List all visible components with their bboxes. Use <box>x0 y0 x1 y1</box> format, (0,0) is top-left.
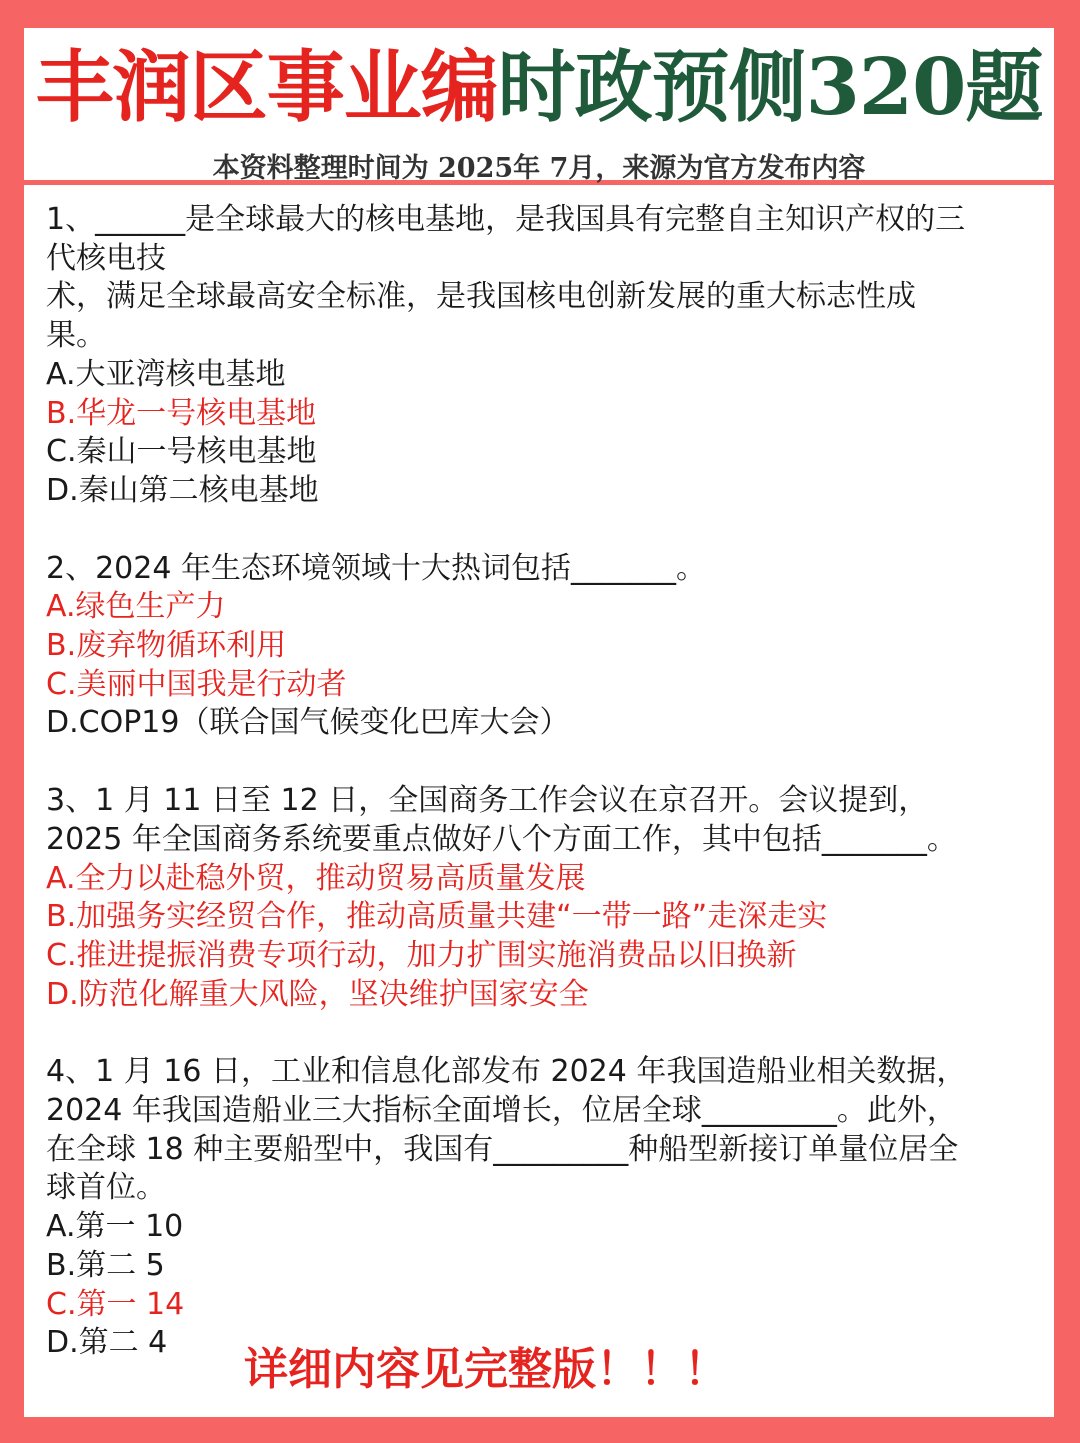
question-text: 在全球 18 种主要船型中，我国有_________种船型新接订单量位居全 <box>46 1131 959 1167</box>
option-b-correct: B.加强务实经贸合作，推动高质量共建“一带一路”走深走实 <box>46 899 828 935</box>
title-green-part: 时政预侧320题 <box>497 42 1043 133</box>
question-text: 1、______是全球最大的核电基地，是我国具有完整自主知识产权的三 <box>46 202 966 237</box>
question-4 <box>46 1053 1036 1363</box>
option-b-correct: B.废弃物循环利用 <box>46 628 287 664</box>
question-3 <box>46 782 1036 1014</box>
question-text: 3、1 月 11 日至 12 日，全国商务工作会议在京召开。会议提到， <box>46 783 929 819</box>
option-c-correct: C.推进提振消费专项行动，加力扩围实施消费品以旧换新 <box>46 937 797 973</box>
subtitle: 本资料整理时间为 2025年 7月，来源为官方发布内容 <box>212 153 866 184</box>
question-list <box>46 201 1036 1363</box>
option-d-correct: D.防范化解重大风险，坚决维护国家安全 <box>46 976 589 1012</box>
question-text: 球首位。 <box>46 1170 166 1206</box>
option-c-correct: C.第一 14 <box>46 1286 185 1322</box>
header-card <box>24 28 1054 184</box>
question-text: 果。 <box>46 318 106 354</box>
title-red-part: 丰润区事业编 <box>35 42 498 133</box>
question-1 <box>46 201 1036 511</box>
page-title <box>24 42 1054 134</box>
option-d: D.COP19（联合国气候变化巴库大会） <box>46 705 570 741</box>
option-a-correct: A.全力以赴稳外贸，推动贸易高质量发展 <box>46 860 586 896</box>
option-a-correct: A.绿色生产力 <box>46 589 226 625</box>
option-b: B.第二 5 <box>46 1247 165 1283</box>
question-text: 代核电技 <box>46 240 166 276</box>
question-card <box>24 185 1054 1417</box>
option-a: A.大亚湾核电基地 <box>46 356 286 392</box>
full-version-note: 详细内容见完整版！！！ <box>244 1344 728 1395</box>
question-text: 2、2024 年生态环境领域十大热词包括_______。 <box>46 550 706 586</box>
option-d: D.秦山第二核电基地 <box>46 472 319 508</box>
option-a: A.第一 10 <box>46 1209 184 1245</box>
option-c: C.秦山一号核电基地 <box>46 434 317 470</box>
question-text: 2025 年全国商务系统要重点做好八个方面工作，其中包括_______。 <box>46 821 957 857</box>
option-b-correct: B.华龙一号核电基地 <box>46 395 317 431</box>
question-2 <box>46 550 1036 744</box>
question-text: 术，满足全球最高安全标准，是我国核电创新发展的重大标志性成 <box>46 279 916 315</box>
question-text: 4、1 月 16 日，工业和信息化部发布 2024 年我国造船业相关数据， <box>46 1054 967 1090</box>
question-text: 2024 年我国造船业三大指标全面增长，位居全球_________。此外， <box>46 1093 957 1129</box>
option-d: D.第二 4 <box>46 1325 168 1361</box>
option-c-correct: C.美丽中国我是行动者 <box>46 666 347 702</box>
